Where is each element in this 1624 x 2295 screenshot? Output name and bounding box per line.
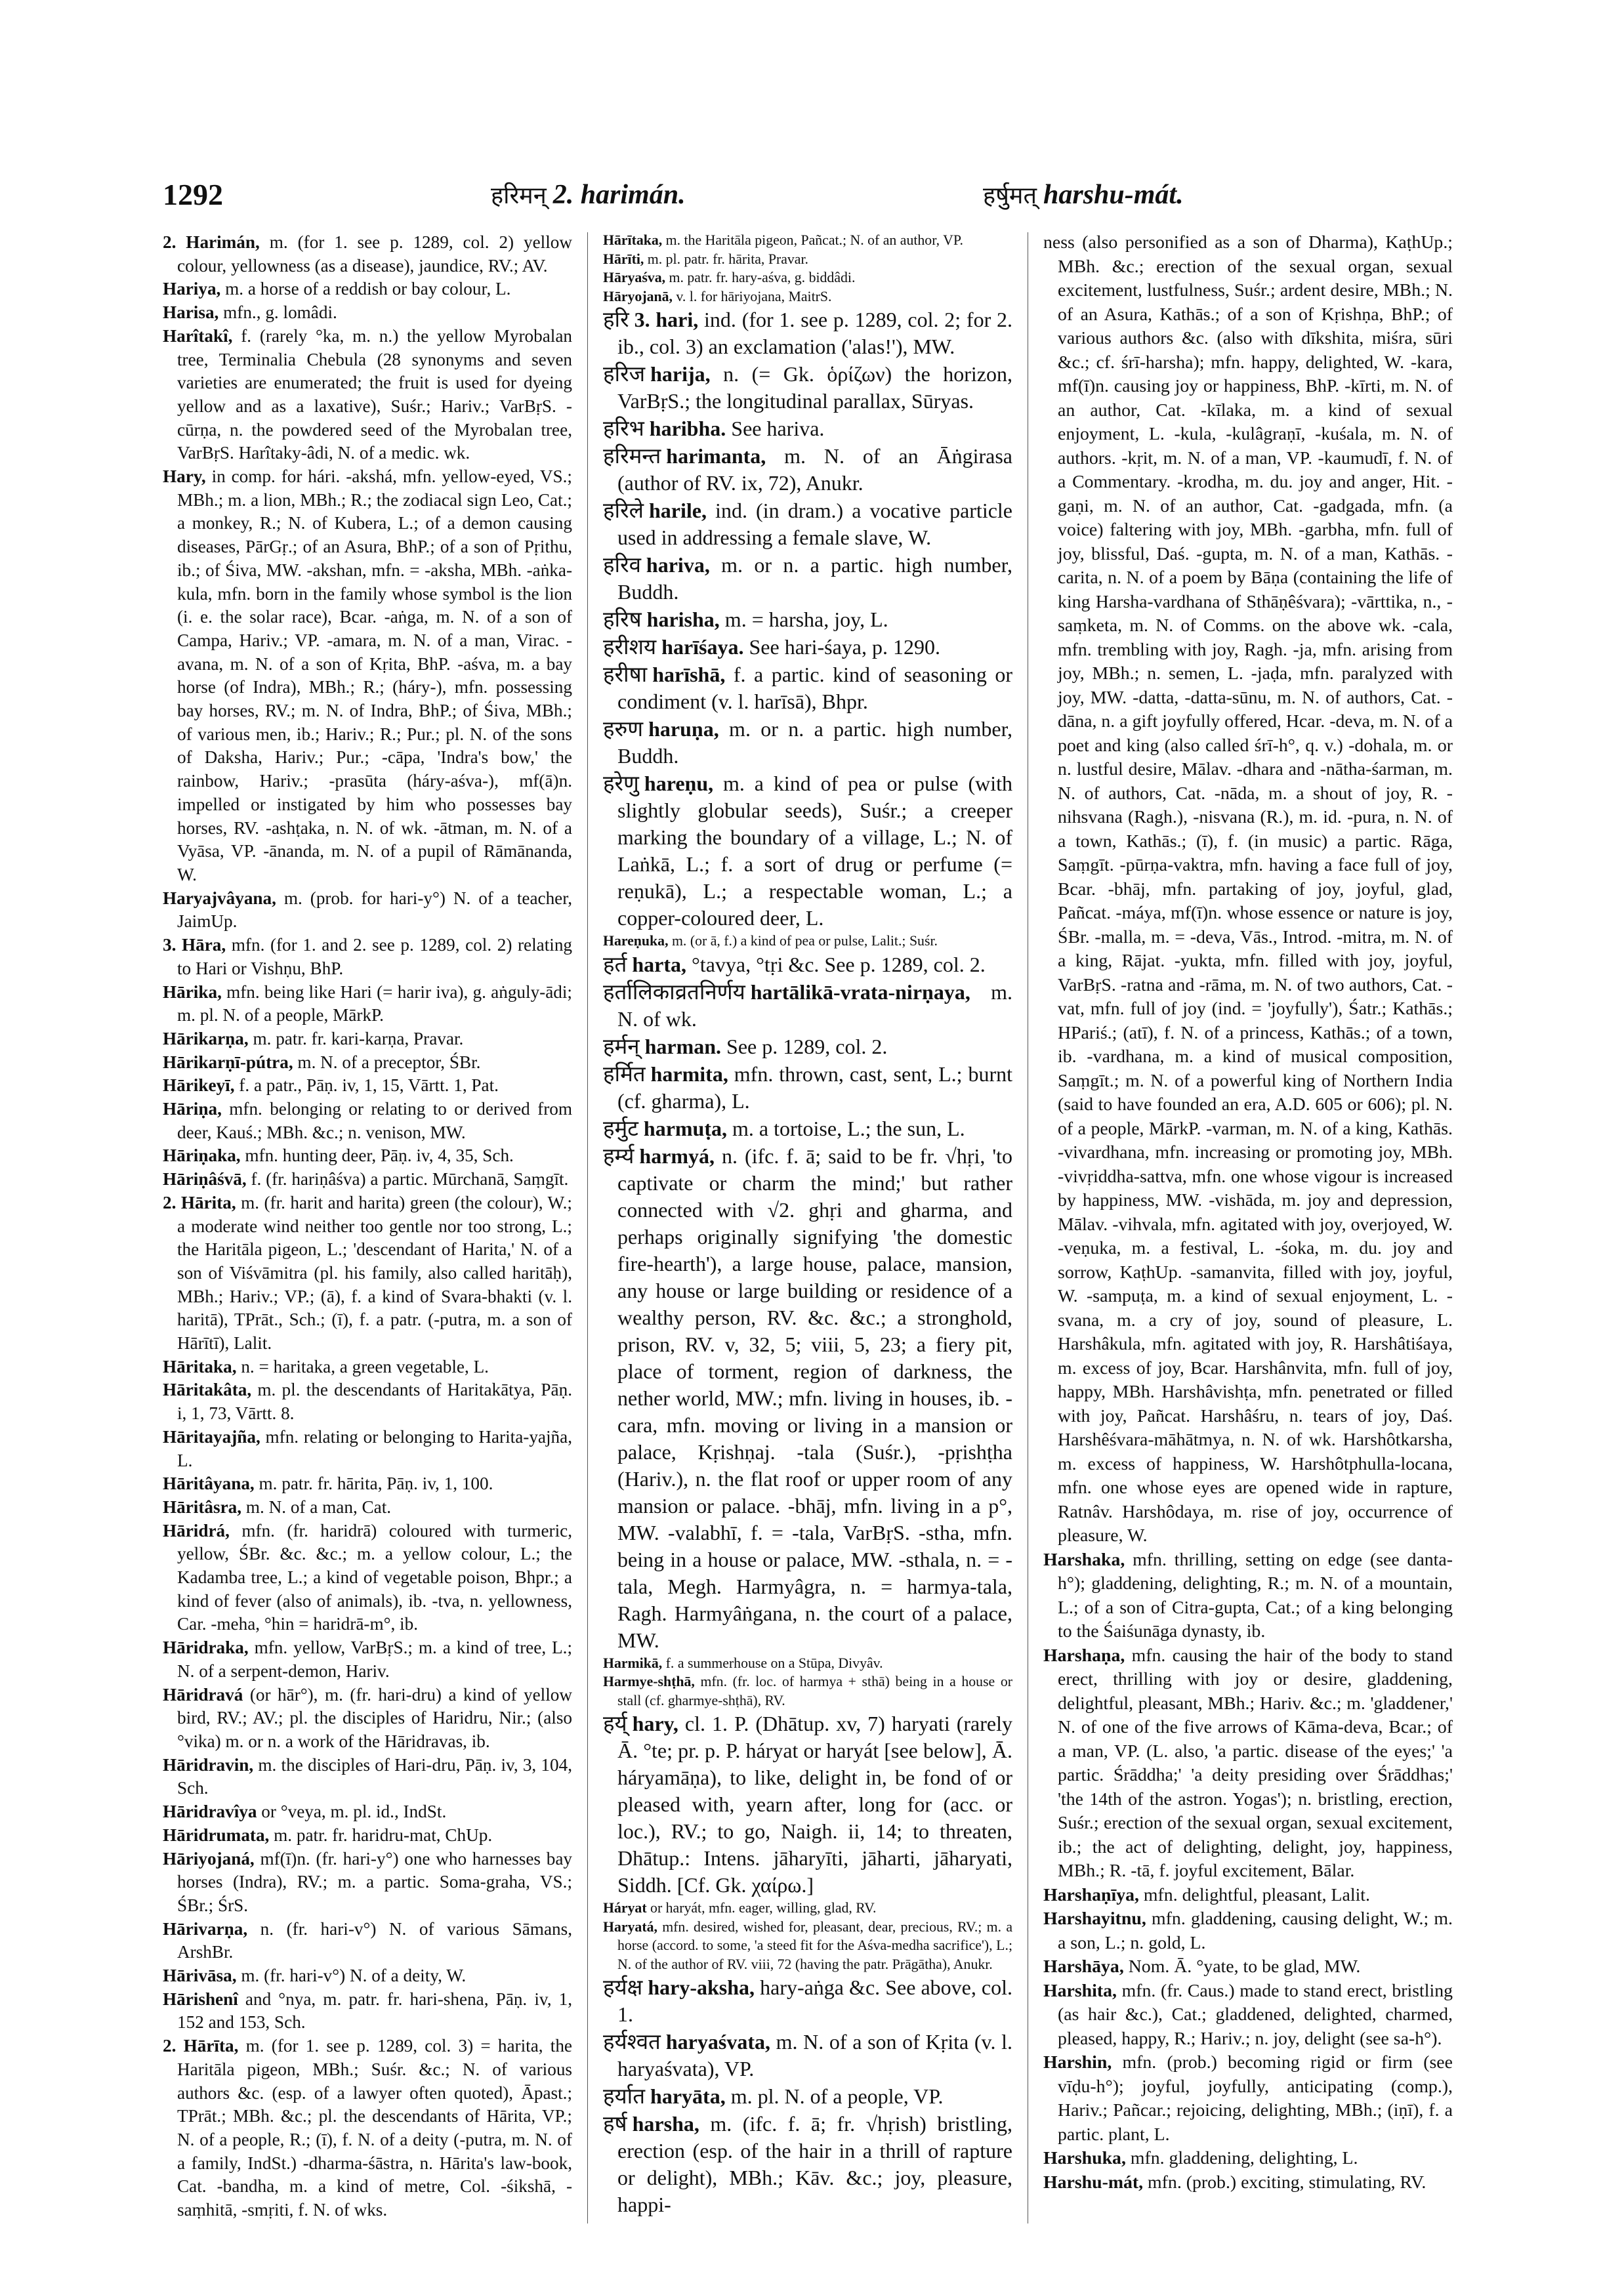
dictionary-entry — [163, 887, 572, 934]
column-divider — [587, 232, 588, 2223]
dictionary-entry — [603, 250, 1012, 269]
left-headword — [491, 172, 686, 219]
entry-definition: See hari-śaya, p. 1290. — [743, 635, 940, 659]
entry-definition: m. (prob. for hari-y°) N. of a teacher, JaimUp. — [177, 888, 572, 932]
dictionary-entry — [1043, 1955, 1453, 1979]
entry-definition: m. (fr. harit and harita) green (the colour), W.; a moderate wind neither too gentle nor too strong, L.; the Haritāla pigeon, L.; 'descendant of Harita,' N. of a son of Viśvāmitra (pl. his family, also called haritāḥ), MBh.; Hariv.; VP.; (ā), f. a kind of Svara-bhakti (v. l. haritā), TPrāt., Sch.; (ī), f. a patr. (-putra, m. a son of Hārītī), Lalit. — [177, 1192, 572, 1354]
entry-definition: ind. (for 1. see p. 1289, col. 2; for 2. ib., col. 3) an exclamation ('alas!'), MW. — [617, 308, 1012, 358]
entry-definition: mfn. being like Hari (= harir iva), g. aṅguly-ādi; m. pl. N. of a people, MārkP. — [177, 982, 572, 1025]
dictionary-entry — [163, 1426, 572, 1472]
entry-headword: harija, — [650, 362, 711, 386]
entry-devanagari: हरिव — [603, 552, 641, 577]
entry-definition: mfn. (fr. Caus.) made to stand erect, bristling (as hair &c.), Cat.; gladdened, delighted, charmed, pleased, happy, R.; Hariv.; n. joy, delight (see sa-h°). — [1058, 1980, 1453, 2049]
right-headword-roman: harshu-mát. — [1043, 180, 1184, 210]
entry-headword: Hāryojanā, — [603, 288, 673, 304]
entry-definition: m. patr. fr. kari-karṇa, Pravar. — [248, 1028, 464, 1048]
entry-headword: Haryajvâyana, — [163, 888, 276, 908]
entry-definition: mfn. yellow, VarBṛS.; m. a kind of tree, L.; N. of a serpent-demon, Hariv. — [177, 1638, 572, 1681]
dictionary-entry — [163, 1800, 572, 1824]
entry-definition: m. N. of an Āṅgirasa (author of RV. ix, 72), Anukr. — [617, 444, 1012, 495]
entry-definition: m. (or ā, f.) a kind of pea or pulse, Lalit.; Suśr. — [668, 933, 938, 949]
entry-definition: mfn. (fr. haridrā) coloured with turmeric, yellow, ŚBr. &c. &c.; m. a yellow colour, L.; the Kadamba tree, L.; a kind of vegetable poison, Bhpr.; a kind of fever (also of animals), ib. -tva, n. yellowness, Car. -meha, °hin = haridrā-m°, ib. — [177, 1520, 572, 1634]
entry-headword: Hārīti, — [603, 251, 644, 267]
entry-definition: mfn. causing the hair of the body to stand erect, thrilling with joy or desire, gladdening, delightful, pleasant, MBh.; Hariv. &c.; m. 'gladdener,' N. of one of the five arrows of Kāma-deva, Bcar.; of a man, VP. (L. also, 'a partic. disease of the eyes;' 'a partic. Śrāddha;' 'a deity presiding over Śrāddhas;' 'the 14th of the astron. Yogas'); n. bristling, erection, Suśr.; erection of the sexual organ, sexual excitement, ib.; the act of delighting, delight, joy, happiness, MBh.; R. -tā, f. joyful excitement, Bālar. — [1058, 1645, 1453, 1881]
entry-definition: mfn. desired, wished for, pleasant, dear, precious, RV.; m. a horse (accord. to some, 'a steed fit for the Aśva-medha sacrifice'), L.; N. of the author of RV. viii, 72 (having the patr. Prāgātha), Anukr. — [617, 1918, 1012, 1972]
entry-headword: Hārītaka, — [603, 232, 663, 248]
entry-definition: m. = harsha, joy, L. — [719, 608, 888, 631]
entry-headword: 2. Hārita, — [163, 1192, 236, 1212]
entry-devanagari: हर्य् — [603, 1710, 627, 1736]
entry-definition: n. (ifc. f. ā; said to be fr. √hṛi, 'to captivate or charm the mind;' but rather connected with √2. ghṛi and gharma, and perhaps originally signifying 'the domestic fire-hearth'), a large house, palace, mansion, any house or large building or residence of a wealthy person, RV. &c. &c.; a stronghold, prison, RV. v, 32, 5; viii, 5, 23; a fiery pit, place of torment, region of darkness, the nether world, MW.; mfn. living in houses, ib. -cara, mfn. moving or living in a mansion or palace, Kṛishṇaj. -tala (Suśr.), -pṛishṭha (Hariv.), n. the flat roof or upper room of any mansion or palace. -bhāj, mfn. living in a p°, MW. -valabhī, f. = -tala, VarBṛS. -stha, mfn. being in a house or palace, MW. -sthala, n. = -tala, Megh. Harmyâgra, n. = harmya-tala, Ragh. Harmyâṅgana, n. the court of a palace, MW. — [617, 1144, 1012, 1652]
entry-devanagari: हरिले — [603, 497, 644, 523]
dictionary-entry — [163, 1520, 572, 1637]
entry-headword: Hāridravá — [163, 1684, 243, 1705]
left-headword-devanagari: हरिमन् — [491, 182, 547, 209]
entry-headword: Hāriyojaná, — [163, 1848, 255, 1869]
dictionary-entry — [603, 306, 1012, 360]
entry-devanagari: हरिज — [603, 361, 646, 386]
entry-headword: Hareṇuka, — [603, 933, 669, 949]
entry-devanagari: हरि — [603, 306, 629, 332]
entry-headword: Harshuka, — [1043, 2148, 1126, 2168]
entry-headword: 3. Hāra, — [163, 935, 226, 955]
entry-headword: Hāriṇâśvā, — [163, 1169, 247, 1189]
entry-devanagari: हर्यश्वत — [603, 2029, 661, 2054]
entry-headword: Harshin, — [1043, 2052, 1112, 2073]
entry-headword: Harmye-shṭhā, — [603, 1674, 695, 1689]
entry-definition: mfn. (fr. loc. of harmya + sthā) being in a house or stall (cf. gharmye-shṭhā), RV. — [617, 1674, 1012, 1708]
entry-devanagari: हरिभ — [603, 415, 644, 441]
dictionary-entry — [603, 1672, 1012, 1710]
entry-headword: harmita, — [650, 1062, 728, 1086]
dictionary-entry — [163, 1144, 572, 1168]
entry-definition: m. N. of wk. — [617, 980, 1012, 1031]
dictionary-entry — [163, 1754, 572, 1800]
entry-headword: Hārishenî — [163, 1989, 238, 2009]
dictionary-entry — [603, 1918, 1012, 1974]
entry-headword: Hāridrá, — [163, 1520, 230, 1540]
entry-definition: m. N. of a son of Kṛita (v. l. haryaśvata), VP. — [617, 2030, 1012, 2080]
entry-definition: m. pl. the descendants of Haritakātya, Pāṇ. i, 1, 73, Vārtt. 8. — [177, 1380, 572, 1424]
entry-headword: hariva, — [646, 553, 710, 577]
entry-devanagari: हर्ष — [603, 2111, 627, 2136]
entry-definition: mf(ī)n. (fr. hari-y°) one who harnesses bay horses (Indra), RV.; m. a partic. Soma-graha, VS.; ŚBr.; ŚrS. — [177, 1848, 572, 1915]
dictionary-entry — [163, 2035, 572, 2222]
entry-definition: f. a summerhouse on a Stūpa, Divyâv. — [662, 1655, 883, 1671]
entry-headword: Hārikeyī, — [163, 1075, 235, 1096]
entry-definition: See hariva. — [726, 417, 825, 440]
entry-headword: haryāta, — [650, 2084, 726, 2108]
dictionary-entry — [163, 1988, 572, 2035]
entry-devanagari: हरिमन्त — [603, 443, 661, 468]
dictionary-entry — [1043, 1548, 1453, 1644]
entry-definition: mfn., g. lomâdi. — [219, 302, 337, 323]
column-1 — [163, 231, 572, 2225]
entry-headword: Haryatá, — [603, 1918, 657, 1935]
entry-devanagari: हर्तालिकाव्रतनिर्णय — [603, 978, 745, 1004]
entry-headword: 2. Hārīta, — [163, 2036, 239, 2056]
entry-headword: Hāritayajña, — [163, 1426, 260, 1447]
entry-definition: m. or n. a partic. high number, Buddh. — [617, 553, 1012, 604]
entry-headword: Hāridravin, — [163, 1754, 254, 1775]
entry-definition: m. pl. N. of a people, VP. — [725, 2084, 944, 2108]
entry-headword: hary, — [632, 1712, 678, 1735]
dictionary-entry — [163, 1074, 572, 1098]
entry-definition: m. (fr. hari-v°) N. of a deity, W. — [236, 1966, 467, 1986]
entry-definition: mfn. thrilling, setting on edge (see danta-h°); gladdening, delighting, R.; m. N. of a mountain, L.; of a son of Citra-gupta, Cat.; of a king belonging to the Śaiśunāga dynasty, ib. — [1058, 1549, 1453, 1642]
entry-headword: Harshaka, — [1043, 1549, 1125, 1570]
entry-definition: v. l. for hāriyojana, MaitrS. — [672, 288, 832, 304]
dictionary-entry — [1043, 1907, 1453, 1955]
dictionary-entry — [163, 1848, 572, 1918]
dictionary-entry — [163, 278, 572, 301]
entry-headword: harile, — [648, 499, 707, 522]
dictionary-entry — [163, 1098, 572, 1144]
entry-definition: or °veya, m. pl. id., IndSt. — [257, 1802, 447, 1822]
entry-definition: mfn. (prob.) becoming rigid or firm (see vīḍu-h°); joyful, joyfully, anticipating (comp.), Hariv.; Pañcar.; rejoicing, delighting, MBh.; (iṇī), f. a partic. plant, L. — [1058, 2052, 1453, 2145]
entry-headword: harsha, — [632, 2112, 699, 2136]
dictionary-entry — [603, 1033, 1012, 1060]
entry-definition: mfn. relating or belonging to Harita-yajña, L. — [177, 1426, 572, 1470]
entry-headword: Hāriṇa, — [163, 1099, 222, 1119]
entry-headword: hareṇu, — [644, 772, 714, 795]
dictionary-entry — [603, 951, 1012, 978]
entry-headword: Hāridravîya — [163, 1802, 257, 1822]
dictionary-entry — [603, 1142, 1012, 1654]
entry-headword: 2. Harimán, — [163, 232, 260, 252]
entry-headword: Háryat — [603, 1900, 647, 1916]
entry-headword: harta, — [632, 952, 686, 976]
entry-definition: mfn. hunting deer, Pāṇ. iv, 4, 35, Sch. — [240, 1146, 514, 1166]
entry-definition: m. N. of a man, Cat. — [241, 1497, 392, 1517]
entry-definition: n. (fr. hari-v°) N. of various Sāmans, ArshBr. — [177, 1918, 572, 1962]
entry-definition: m. the disciples of Hari-dru, Pāṇ. iv, 3, 104, Sch. — [177, 1754, 572, 1798]
entry-headword: Harshāya, — [1043, 1956, 1124, 1977]
dictionary-entry — [163, 934, 572, 980]
dictionary-entry — [603, 606, 1012, 633]
dictionary-entry — [603, 661, 1012, 715]
entry-definition: m. (for 1. see p. 1289, col. 3) = harita, the Haritāla pigeon, MBh.; Suśr. &c.; N. of various authors &c. (esp. of a lawyer often quoted), Āpast.; TPrāt.; MBh. &c.; pl. the descendants of Hārita, VP.; N. of a people, R.; (ī), f. N. of a deity (-putra, m. N. of a family, IndSt.) -dharma-śāstra, n. Hārita's law-book, Cat. -bandha, m. a kind of metre, Col. -śikshā, -saṃhitā, -smṛiti, f. N. of wks. — [177, 2036, 572, 2220]
entry-headword: Harshu-mát, — [1043, 2172, 1144, 2193]
entry-devanagari: हर्त — [603, 951, 627, 977]
entry-headword: Hariya, — [163, 279, 221, 299]
entry-definition: n. (= Gk. ὁρίζων) the horizon, VarBṛS.; the longitudinal parallax, Sūryas. — [617, 362, 1012, 413]
entry-headword: Hāryaśva, — [603, 270, 666, 285]
dictionary-entry — [163, 1918, 572, 1964]
dictionary-entry — [603, 715, 1012, 770]
entry-definition: hary-aṅga &c. See above, col. 1. — [617, 1975, 1012, 2026]
dictionary-entry — [163, 1964, 572, 1988]
entry-headword: harmyá, — [639, 1144, 715, 1168]
entry-devanagari: हर्यात — [603, 2083, 646, 2109]
dictionary-entry — [1043, 2171, 1453, 2195]
entry-definition: (or hār°), m. (fr. hari-dru) a kind of yellow bird, RV.; AV.; pl. the disciples of Haridru, Nir.; (also °vika) m. or n. a work of the Hāridravas, ib. — [177, 1684, 572, 1751]
entry-headword: Harmikā, — [603, 1655, 663, 1671]
entry-headword: harīshā, — [652, 663, 726, 686]
entry-definition: m. a tortoise, L.; the sun, L. — [727, 1116, 965, 1140]
dictionary-entry — [603, 268, 1012, 287]
entry-definition: °tavya, °tṛi &c. See p. 1289, col. 2. — [686, 952, 986, 976]
dictionary-entry — [603, 770, 1012, 932]
dictionary-entry — [603, 2110, 1012, 2218]
entry-headword: Hārikarṇa, — [163, 1028, 249, 1048]
dictionary-entry — [1043, 1884, 1453, 1908]
dictionary-entry — [163, 1496, 572, 1520]
entry-definition: f. a partic. kind of seasoning or condiment (v. l. harīsā), Bhpr. — [617, 663, 1012, 713]
dictionary-entry — [163, 301, 572, 325]
entry-definition: f. a patr., Pāṇ. iv, 1, 15, Vārtt. 1, Pat. — [234, 1075, 499, 1096]
dictionary-entry — [603, 1710, 1012, 1899]
dictionary-entry — [163, 231, 572, 278]
entry-headword: Harshaṇīya, — [1043, 1884, 1139, 1905]
entry-devanagari: हर्यक्ष — [603, 1974, 643, 2000]
entry-headword: Harshita, — [1043, 1980, 1117, 2001]
dictionary-entry — [163, 1168, 572, 1191]
entry-devanagari: हरीशय — [603, 634, 657, 659]
running-head — [163, 172, 1453, 218]
dictionary-entry — [603, 2082, 1012, 2110]
dictionary-entry — [163, 1824, 572, 1848]
dictionary-entry — [163, 1636, 572, 1683]
entry-definition: m. (for 1. see p. 1289, col. 2) yellow colour, yellowness (as a disease), jaundice, RV.; AV. — [177, 232, 572, 276]
entry-headword: Hārivāsa, — [163, 1966, 237, 1986]
dictionary-entry — [603, 1115, 1012, 1142]
entry-headword: Hāritâsra, — [163, 1497, 242, 1517]
dictionary-entry — [1043, 1979, 1453, 2052]
entry-headword: harīśaya. — [661, 635, 744, 659]
entry-headword: harmuṭa, — [643, 1116, 727, 1140]
dictionary-entry — [603, 287, 1012, 306]
entry-definition: mfn. (prob.) exciting, stimulating, RV. — [1143, 2172, 1426, 2193]
entry-devanagari: हर्मन् — [603, 1033, 640, 1059]
entry-headword: Hārikarṇī-pútra, — [163, 1052, 293, 1072]
dictionary-entry — [603, 1654, 1012, 1673]
entry-definition: f. (rarely °ka, m. n.) the yellow Myrobalan tree, Terminalia Chebula (28 synonyms and seven varieties are enumerated; the fruit is used for dyeing yellow and as a laxative), Suśr.; Hariv.; VarBṛS. -cūrṇa, n. the powdered seed of the Myrobalan tree, VarBṛS. Harîtaky-âdi, N. of a medic. wk. — [177, 325, 572, 463]
entry-definition: m. the Haritāla pigeon, Pañcat.; N. of an author, VP. — [662, 232, 963, 248]
entry-headword: hary-aksha, — [648, 1975, 755, 1999]
entry-headword: Hāritakâta, — [163, 1380, 252, 1400]
dictionary-page — [163, 172, 1453, 2232]
entry-devanagari: हरुण — [603, 716, 644, 741]
entry-headword: Hāritâyana, — [163, 1474, 255, 1494]
entry-definition: mfn. delightful, pleasant, Lalit. — [1138, 1884, 1370, 1905]
entry-definition: mfn. gladdening, delighting, L. — [1125, 2148, 1358, 2168]
entry-definition: mfn. (for 1. and 2. see p. 1289, col. 2) relating to Hari or Vishṇu, BhP. — [177, 935, 572, 978]
entry-headword: haribha. — [649, 417, 726, 440]
entry-definition: m. patr. fr. haridru-mat, ChUp. — [269, 1825, 493, 1845]
dictionary-entry — [163, 465, 572, 887]
dictionary-entry — [163, 1191, 572, 1355]
entry-headword: harisha, — [646, 608, 720, 631]
dictionary-entry — [1043, 1644, 1453, 1884]
dictionary-entry — [603, 978, 1012, 1033]
right-headword — [983, 172, 1184, 219]
dictionary-entry — [1043, 2051, 1453, 2147]
entry-definition: and °nya, m. patr. fr. hari-shena, Pāṇ. iv, 1, 152 and 153, Sch. — [177, 1989, 572, 2033]
entry-headword: hartālikā-vrata-nirṇaya, — [750, 980, 970, 1004]
dictionary-entry — [603, 1974, 1012, 2028]
entry-definition: m. N. of a preceptor, ŚBr. — [293, 1052, 481, 1072]
dictionary-entry — [603, 497, 1012, 551]
entry-headword: Harisa, — [163, 302, 219, 323]
entry-headword: harman. — [644, 1034, 722, 1058]
dictionary-entry — [603, 1899, 1012, 1918]
dictionary-entry — [603, 551, 1012, 606]
entry-headword: Hāridrumata, — [163, 1825, 270, 1845]
entry-headword: Hārika, — [163, 982, 222, 1002]
dictionary-entry — [163, 325, 572, 465]
dictionary-entry — [603, 360, 1012, 415]
entry-devanagari: हरिष — [603, 606, 642, 632]
entry-definition: m. patr. fr. hary-aśva, g. biddâdi. — [665, 270, 856, 285]
right-headword-devanagari: हर्षुमत् — [983, 182, 1037, 209]
dictionary-entry — [1043, 2147, 1453, 2171]
entry-devanagari: हर्म्य — [603, 1142, 635, 1168]
entry-headword: Hāritaka, — [163, 1356, 237, 1376]
dictionary-entry — [163, 981, 572, 1027]
entry-definition: or haryát, mfn. eager, willing, glad, RV. — [646, 1900, 877, 1916]
entry-definition: See p. 1289, col. 2. — [721, 1034, 888, 1058]
entry-headword: Hārivarṇa, — [163, 1918, 248, 1939]
entry-headword: Harîtakî, — [163, 325, 233, 346]
entry-definition: ind. (in dram.) a vocative particle used in addressing a female slave, W. — [617, 499, 1012, 549]
entry-headword: Hary, — [163, 466, 206, 487]
entry-devanagari: हरेणु — [603, 770, 639, 796]
entry-definition: m. pl. patr. fr. hārita, Pravar. — [644, 251, 808, 267]
entry-headword: harimanta, — [666, 444, 766, 468]
entry-definition: Nom. Ā. °yate, to be glad, MW. — [1123, 1956, 1361, 1977]
entry-headword: 3. hari, — [634, 308, 699, 331]
entry-definition: in comp. for hári. -akshá, mfn. yellow-eyed, VS.; MBh.; m. a lion, MBh.; R.; the zodiacal sign Leo, Cat.; a monkey, R.; N. of Kubera, L.; of a demon causing diseases, PārGṛ.; of an Asura, BhP.; of a son of Pṛithu, ib.; of Śiva, MW. -akshan, mfn. = -aksha, MBh. -aṅka-kula, mfn. born in the family whose symbol is the lion (i. e. the solar race), Bcar. -aṅga, m. N. of a son of Campa, Hariv.; VP. -amara, m. N. of a man, Virac. -avana, m. N. of a son of Kṛita, BhP. -aśva, m. a bay horse (of Indra), MBh.; R.; (háry-), mfn. possessing bay horses, RV.; m. N. of Indra, BhP.; of Śiva, MBh.; of various men, ib.; Hariv.; R.; Pur.; pl. N. of the sons of Daksha, Hariv.; Pur.; -cāpa, 'Indra's bow,' the rainbow, Hariv.; -prasūta (háry-aśva-), mf(ā)n. impelled or instigated by him who possesses bay horses, RV. -ashṭaka, n. N. of wk. -ātman, m. N. of a Vyāsa, VP. -ānanda, m. N. of a pupil of Rāmānanda, W. — [177, 466, 572, 884]
column-2 — [603, 231, 1012, 2225]
entry-definition: mfn. gladdening, causing delight, W.; m. a son, L.; n. gold, L. — [1058, 1909, 1453, 1953]
entry-definition: f. (fr. hariṇâśva) a partic. Mūrchanā, Saṃgīt. — [246, 1169, 569, 1189]
entry-definition: m. patr. fr. hārita, Pāṇ. iv, 1, 100. — [254, 1474, 493, 1494]
dictionary-entry — [603, 415, 1012, 442]
dictionary-entry — [603, 442, 1012, 497]
dictionary-entry — [163, 1355, 572, 1379]
entry-definition: cl. 1. P. (Dhātup. xv, 7) haryati (rarely Ā. °te; pr. p. P. háryat or haryát [see below], Ā. háryamāṇa), to like, delight in, be fond of or pleased with, yearn after, long for (acc. or loc.), RV.; to go, Naigh. ii, 14; to threaten, Dhātup.: Intens. jāharyīti, jāharti, jāharyati, Siddh. [Cf. Gk. χαίρω.] — [617, 1712, 1012, 1897]
entry-definition: mfn. thrown, cast, sent, L.; burnt (cf. gharma), L. — [617, 1062, 1012, 1113]
entry-devanagari: हरीषा — [603, 661, 648, 687]
dictionary-entry — [603, 231, 1012, 250]
dictionary-entry — [163, 1472, 572, 1496]
dictionary-entry — [163, 1684, 572, 1754]
entry-definition: m. a kind of pea or pulse (with slightly globular seeds), Suśr.; a creeper marking the boundary of a village, L.; N. of Laṅkā, L.; f. a sort of drug or perfume (= reṇukā), L.; a respectable woman, L.; a copper-coloured deer, L. — [617, 772, 1012, 930]
entry-headword: Hāriṇaka, — [163, 1146, 241, 1166]
column-3 — [1043, 231, 1453, 2225]
entry-headword: Harshayitnu, — [1043, 1909, 1146, 1929]
entry-definition: m. (ifc. f. ā; fr. √hṛish) bristling, erection (esp. of the hair in a thrill of rapture or delight), MBh.; Kāv. &c.; joy, pleasure, happi- — [617, 2112, 1012, 2216]
entry-headword: Harshaṇa, — [1043, 1645, 1125, 1666]
dictionary-entry — [603, 633, 1012, 661]
left-headword-roman: 2. harimán. — [552, 180, 686, 210]
dictionary-entry — [163, 1378, 572, 1425]
entry-definition: m. a horse of a reddish or bay colour, L. — [220, 279, 511, 299]
entry-definition: n. = haritaka, a green vegetable, L. — [236, 1356, 489, 1376]
dictionary-entry — [163, 1051, 572, 1075]
dictionary-entry — [1043, 231, 1453, 1548]
entry-headword: haryaśvata, — [665, 2030, 770, 2054]
entry-devanagari: हर्मित — [603, 1060, 646, 1086]
entry-headword: Hāridraka, — [163, 1638, 249, 1658]
entry-devanagari: हर्मुट — [603, 1115, 638, 1141]
entry-definition: m. or n. a partic. high number, Buddh. — [617, 717, 1012, 768]
entry-definition: ness (also personified as a son of Dharma), KaṭhUp.; MBh. &c.; erection of the sexual organ, sexual excitement, lustfulness, Suśr.; ardent desire, MBh.; N. of an Asura, Kathās.; of a son of Kṛishṇa, BhP.; of various authors &c. (also with dīkshita, miśra, sūri &c.; cf. śrī-harsha); mfn. happy, delighted, W. -kara, mf(ī)n. causing joy or happiness, BhP. -kīrti, m. N. of an author, Cat. -kīlaka, m. a kind of sexual enjoyment, L. -kula, -kulâgraṇī, -kuśala, m. N. of authors. -kṛit, m. N. of a man, VP. -kaumudī, f. N. of a Commentary. -krodha, m. du. joy and anger, Hit. -gaṇi, m. N. of an author, Cat. -gadgada, mfn. (a voice) faltering with joy, MBh. -garbha, mfn. full of joy, blissful, Daś. -gupta, m. N. of a man, Kathās. -carita, n. N. of a poem by Bāṇa (containing the life of king Harsha-vardhana of Sthāṇêśvara); -vārttika, n., -saṃketa, m. N. of Comms. on the above wk. -cala, mfn. trembling with joy, Ragh. -ja, mfn. arising from joy, MBh.; n. semen, L. -jaḍa, mfn. paralyzed with joy, MW. -datta, -datta-sūnu, m. N. of authors, Cat. -dāna, n. a gift joyfully offered, Hcar. -deva, m. N. of a poet and king (also called śrī-h°, q. v.) -dohala, m. or n. lustful desire, Mālav. -dhara and -nātha-śarman, m. N. of authors, Cat. -nāda, m. a shout of joy, R. -nihsvana (Ragh.), -nisvana (R.), m. id. -pura, n. N. of a town, Kathās.; (ī), f. (in music) a partic. Rāga, Saṃgīt. -pūrṇa-vaktra, mfn. having a face full of joy, Bcar. -bhāj, mfn. partaking of joy, joyful, glad, Pañcat. -máya, mf(ī)n. whose essence or nature is joy, ŚBr. -malla, m. = -deva, Vās., Introd. -mitra, m. N. of a king, Rājat. -yukta, mfn. filled with joy, joyful, VarBṛS. -ratna and -rāma, m. N. of two authors, Cat. -vat, mfn. full of joy (ind. = 'joyfully'), Śatr.; Kathās.; HPariś.; (atī), f. N. of a princess, Kathās.; of a town, ib. -vardhana, m. a kind of musical composition, Saṃgīt.; m. N. of a powerful king of Northern India (said to have founded an era, A.D. 605 or 606); pl. N. of a people, MārkP. -varman, m. N. of a king, Kathās. -vivardhana, mfn. increasing or promoting joy, MBh. -vivṛiddha-sattva, mfn. one whose vigour is increased by happiness, MW. -vishāda, m. joy and depression, Mālav. -vihvala, mfn. agitated with joy, overjoyed, W. -veṇuka, m. a festival, L. -śoka, m. du. joy and sorrow, KaṭhUp. -samanvita, filled with joy, joyful, W. -sampuṭa, m. a kind of sexual enjoyment, L. -svana, m. a cry of joy, sound of pleasure, L. Harshâkula, mfn. agitated with joy, R. Harshâtiśaya, m. excess of joy, Bcar. Harshânvita, mfn. full of joy, happy, MBh. Harshâvishṭa, mfn. penetrated or filled with joy, Pañcat. Harshâśru, n. tears of joy, Daś. Harshêśvara-māhātmya, n. N. of wk. Harshôtkarsha, m. excess of happiness, W. Harshôtphulla-locana, mfn. one whose eyes are opened wide in rapture, Ratnâv. Harshôdaya, m. rise of joy, occurrence of pleasure, W. — [1043, 232, 1453, 1546]
dictionary-entry — [163, 1027, 572, 1051]
dictionary-entry — [603, 932, 1012, 951]
dictionary-entry — [603, 1060, 1012, 1115]
page-number: 1292 — [163, 178, 223, 211]
entry-definition: mfn. belonging or relating to or derived from deer, Kauś.; MBh. &c.; n. venison, MW. — [177, 1099, 572, 1142]
dictionary-entry — [603, 2028, 1012, 2082]
entry-headword: haruṇa, — [648, 717, 719, 741]
